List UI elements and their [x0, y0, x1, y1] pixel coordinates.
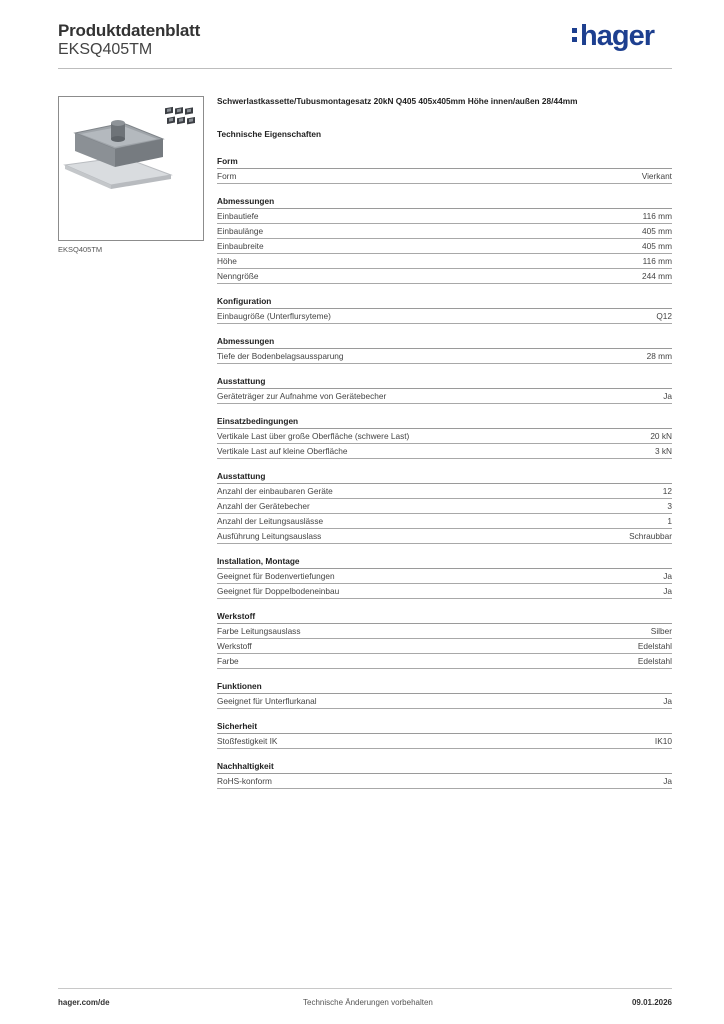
property-value: 1	[667, 516, 672, 526]
property-row	[217, 239, 672, 254]
group-title: Installation, Montage	[217, 555, 672, 569]
property-value: Ja	[663, 586, 672, 596]
product-illustration	[59, 97, 203, 240]
property-label: Anzahl der Leitungsauslässe	[217, 516, 324, 526]
property-value: Schraubbar	[629, 531, 672, 541]
property-group	[217, 610, 672, 669]
property-label: Vertikale Last auf kleine Oberfläche	[217, 446, 348, 456]
group-title: Ausstattung	[217, 375, 672, 389]
product-content	[217, 96, 672, 800]
property-row	[217, 224, 672, 239]
property-label: Nenngröße	[217, 271, 259, 281]
property-row	[217, 389, 672, 404]
logo-text: hager	[580, 20, 654, 52]
property-row	[217, 209, 672, 224]
article-number: EKSQ405TM	[58, 41, 153, 58]
group-title: Einsatzbedingungen	[217, 415, 672, 429]
property-row	[217, 639, 672, 654]
property-group	[217, 155, 672, 184]
property-label: Geeignet für Unterflurkanal	[217, 696, 317, 706]
property-label: Form	[217, 171, 237, 181]
property-row	[217, 529, 672, 544]
property-value: 3 kN	[654, 446, 672, 456]
footer-date: 09.01.2026	[631, 998, 672, 1007]
property-value: Ja	[663, 776, 672, 786]
property-row	[217, 734, 672, 749]
property-value: Ja	[663, 391, 672, 401]
property-label: Geeignet für Doppelbodeneinbau	[217, 586, 340, 596]
group-title: Funktionen	[217, 680, 672, 694]
property-row	[217, 269, 672, 284]
hager-logo	[572, 20, 654, 53]
footer-website[interactable]: hager.com/de	[58, 998, 110, 1007]
property-value: 244 mm	[642, 271, 672, 281]
property-value: 28 mm	[646, 351, 672, 361]
property-value: 405 mm	[642, 226, 672, 236]
property-group	[217, 335, 672, 364]
property-label: Einbautiefe	[217, 211, 259, 221]
property-group	[217, 555, 672, 599]
property-label: Einbaubreite	[217, 241, 264, 251]
property-value: Q12	[656, 311, 672, 321]
property-value: Ja	[663, 571, 672, 581]
property-group	[217, 680, 672, 709]
property-row	[217, 569, 672, 584]
property-row	[217, 694, 672, 709]
property-value: 20 kN	[650, 431, 672, 441]
property-group	[217, 470, 672, 544]
group-title: Nachhaltigkeit	[217, 760, 672, 774]
property-label: Einbaulänge	[217, 226, 264, 236]
property-label: Werkstoff	[217, 641, 252, 651]
property-label: Tiefe der Bodenbelagsaussparung	[217, 351, 344, 361]
property-value: Edelstahl	[637, 656, 672, 666]
property-row	[217, 499, 672, 514]
property-row	[217, 169, 672, 184]
property-value: Silber	[650, 626, 672, 636]
property-label: Farbe	[217, 656, 239, 666]
property-value: IK10	[654, 736, 672, 746]
property-row	[217, 444, 672, 459]
footer-divider	[58, 988, 672, 989]
property-value: 116 mm	[642, 256, 672, 266]
page-header	[58, 20, 672, 70]
property-value: Vierkant	[641, 171, 672, 181]
property-label: Einbaugröße (Unterflursyteme)	[217, 311, 331, 321]
group-title: Abmessungen	[217, 195, 672, 209]
group-title: Ausstattung	[217, 470, 672, 484]
document-title: Produktdatenblatt	[58, 21, 201, 40]
property-row	[217, 774, 672, 789]
section-heading: Technische Eigenschaften	[217, 129, 322, 139]
group-title: Sicherheit	[217, 720, 672, 734]
property-value: 405 mm	[642, 241, 672, 251]
group-title: Abmessungen	[217, 335, 672, 349]
property-row	[217, 254, 672, 269]
property-row	[217, 349, 672, 364]
property-value: 3	[667, 501, 672, 511]
property-row	[217, 584, 672, 599]
property-group	[217, 375, 672, 404]
property-row	[217, 654, 672, 669]
group-title: Konfiguration	[217, 295, 672, 309]
property-value: 12	[662, 486, 672, 496]
property-label: Farbe Leitungsauslass	[217, 626, 301, 636]
group-title: Werkstoff	[217, 610, 672, 624]
property-group	[217, 760, 672, 789]
logo-dots-icon	[572, 28, 578, 46]
property-row	[217, 309, 672, 324]
product-description: Schwerlastkassette/Tubusmontagesatz 20kN Q405 405x405mm Höhe innen/außen 28/44mm	[217, 96, 578, 106]
group-title: Form	[217, 155, 672, 169]
property-label: Vertikale Last über große Oberfläche (schwere Last)	[217, 431, 410, 441]
property-label: Höhe	[217, 256, 237, 266]
property-label: Geeignet für Bodenvertiefungen	[217, 571, 335, 581]
property-label: Anzahl der Gerätebecher	[217, 501, 310, 511]
property-label: Stoßfestigkeit IK	[217, 736, 278, 746]
property-label: Ausführung Leitungsauslass	[217, 531, 322, 541]
property-group	[217, 415, 672, 459]
product-image	[58, 96, 204, 241]
property-row	[217, 624, 672, 639]
header-divider	[58, 68, 672, 69]
property-row	[217, 484, 672, 499]
property-groups	[217, 155, 672, 789]
property-group	[217, 720, 672, 749]
property-label: Geräteträger zur Aufnahme von Gerätebecher	[217, 391, 387, 401]
property-group	[217, 295, 672, 324]
property-row	[217, 514, 672, 529]
property-label: Anzahl der einbaubaren Geräte	[217, 486, 333, 496]
property-label: RoHS-konform	[217, 776, 272, 786]
property-row	[217, 429, 672, 444]
property-value: Edelstahl	[637, 641, 672, 651]
image-caption: EKSQ405TM	[58, 245, 103, 254]
property-value: Ja	[663, 696, 672, 706]
property-group	[217, 195, 672, 284]
footer-notice: Technische Änderungen vorbehalten	[303, 998, 433, 1007]
property-value: 116 mm	[642, 211, 672, 221]
